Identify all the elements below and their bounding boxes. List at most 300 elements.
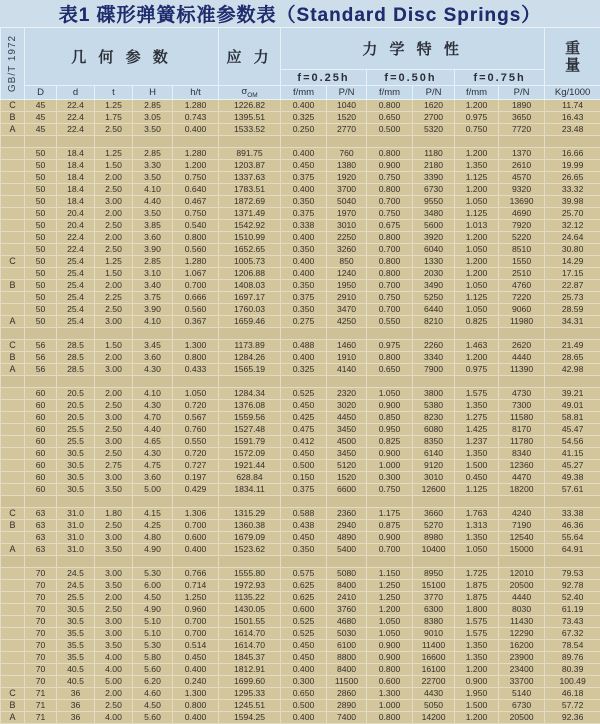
value-cell: 0.412: [281, 436, 327, 448]
value-cell: 0.350: [281, 196, 327, 208]
value-cell: [455, 556, 499, 568]
value-cell: 4440: [499, 592, 545, 604]
value-cell: 2890: [327, 700, 367, 712]
value-cell: 3.40: [133, 280, 173, 292]
value-cell: 2.50: [95, 400, 133, 412]
value-cell: [499, 328, 545, 340]
column-header: f/mm: [455, 86, 499, 100]
value-cell: [25, 136, 57, 148]
value-cell: 2700: [413, 112, 455, 124]
value-cell: 0.488: [281, 340, 327, 352]
value-cell: 2940: [327, 520, 367, 532]
value-cell: 3.05: [133, 112, 173, 124]
value-cell: 0.375: [281, 484, 327, 496]
value-cell: 1659.46: [219, 316, 281, 328]
value-cell: 46.36: [545, 520, 600, 532]
separator-row: [1, 496, 600, 508]
value-cell: 49.38: [545, 472, 600, 484]
value-cell: 56: [25, 352, 57, 364]
value-cell: 18.4: [57, 196, 95, 208]
value-cell: 25.5: [57, 592, 95, 604]
value-cell: 2.50: [95, 124, 133, 136]
value-cell: 3.10: [133, 268, 173, 280]
value-cell: [545, 556, 600, 568]
value-cell: 73.43: [545, 616, 600, 628]
value-cell: 35.5: [57, 628, 95, 640]
value-cell: 7900: [413, 364, 455, 376]
value-cell: 0.750: [173, 208, 219, 220]
value-cell: 6440: [413, 304, 455, 316]
value-cell: 3.45: [133, 340, 173, 352]
value-cell: [57, 496, 95, 508]
value-cell: 9010: [413, 628, 455, 640]
value-cell: 8950: [413, 568, 455, 580]
value-cell: 5.30: [133, 640, 173, 652]
value-cell: 0.800: [173, 232, 219, 244]
series-letter-cell: [1, 244, 25, 256]
value-cell: 0.825: [455, 316, 499, 328]
value-cell: 5080: [327, 568, 367, 580]
value-cell: 0.450: [281, 448, 327, 460]
value-cell: 7190: [499, 520, 545, 532]
value-cell: 0.433: [173, 364, 219, 376]
value-cell: 1.313: [455, 520, 499, 532]
value-cell: 0.400: [173, 664, 219, 676]
value-cell: 8210: [413, 316, 455, 328]
value-cell: 2.00: [95, 208, 133, 220]
weight-char-1: 重: [545, 40, 600, 57]
value-cell: 1206.88: [219, 268, 281, 280]
value-cell: 22700: [413, 676, 455, 688]
value-cell: 1295.33: [219, 688, 281, 700]
series-letter-cell: [1, 664, 25, 676]
value-cell: 1376.08: [219, 400, 281, 412]
value-cell: 1523.62: [219, 544, 281, 556]
value-cell: 40.5: [57, 676, 95, 688]
value-cell: 1.80: [95, 508, 133, 520]
column-header: H: [133, 86, 173, 100]
value-cell: 3020: [327, 400, 367, 412]
value-cell: 7400: [327, 712, 367, 724]
value-cell: 33.38: [545, 508, 600, 520]
value-cell: 0.367: [173, 316, 219, 328]
value-cell: 1.800: [455, 604, 499, 616]
table-row: [1, 208, 600, 220]
value-cell: 760: [327, 148, 367, 160]
value-cell: 1.050: [455, 280, 499, 292]
value-cell: 16200: [499, 640, 545, 652]
value-cell: 4.30: [133, 448, 173, 460]
value-cell: 45: [25, 100, 57, 112]
value-cell: 0.700: [173, 280, 219, 292]
value-cell: [281, 496, 327, 508]
value-cell: 50: [25, 196, 57, 208]
value-cell: 0.575: [281, 568, 327, 580]
table-row: [1, 340, 600, 352]
table-row: [1, 172, 600, 184]
value-cell: 1950: [327, 280, 367, 292]
value-cell: 0.750: [367, 484, 413, 496]
value-cell: 0.540: [173, 220, 219, 232]
value-cell: 1.013: [455, 220, 499, 232]
value-cell: 1.280: [173, 148, 219, 160]
value-cell: 50: [25, 244, 57, 256]
value-cell: [281, 376, 327, 388]
table-row: [1, 628, 600, 640]
column-header: d: [57, 86, 95, 100]
value-cell: 1.200: [367, 604, 413, 616]
value-cell: 1040: [327, 100, 367, 112]
value-cell: 4760: [499, 280, 545, 292]
value-cell: 1555.80: [219, 568, 281, 580]
value-cell: 63: [25, 508, 57, 520]
series-letter-cell: B: [1, 700, 25, 712]
value-cell: 63: [25, 532, 57, 544]
value-cell: 1533.52: [219, 124, 281, 136]
value-cell: 1520: [327, 472, 367, 484]
value-cell: 1.350: [455, 652, 499, 664]
value-cell: 15000: [499, 544, 545, 556]
table-row: [1, 244, 600, 256]
value-cell: 21.49: [545, 340, 600, 352]
value-cell: 50: [25, 268, 57, 280]
value-cell: 891.75: [219, 148, 281, 160]
table-row: [1, 184, 600, 196]
value-cell: 1284.34: [219, 388, 281, 400]
value-cell: 2.00: [95, 592, 133, 604]
value-cell: 64.91: [545, 544, 600, 556]
value-cell: 12010: [499, 568, 545, 580]
value-cell: 3.00: [95, 436, 133, 448]
value-cell: 2.50: [95, 424, 133, 436]
value-cell: 0.500: [367, 124, 413, 136]
value-cell: 4890: [327, 532, 367, 544]
value-cell: 12290: [499, 628, 545, 640]
value-cell: 0.250: [281, 124, 327, 136]
value-cell: 1370: [499, 148, 545, 160]
value-cell: 20.5: [57, 400, 95, 412]
value-cell: 25.4: [57, 304, 95, 316]
value-cell: 3.50: [95, 640, 133, 652]
value-cell: 20.4: [57, 208, 95, 220]
value-cell: 0.500: [281, 460, 327, 472]
value-cell: 3770: [413, 592, 455, 604]
value-cell: 3340: [413, 352, 455, 364]
value-cell: 25.4: [57, 316, 95, 328]
value-cell: 0.975: [455, 364, 499, 376]
value-cell: 0.300: [281, 676, 327, 688]
series-letter-cell: [1, 268, 25, 280]
value-cell: 4.40: [133, 424, 173, 436]
value-cell: 0.900: [367, 448, 413, 460]
value-cell: 1.200: [455, 184, 499, 196]
value-cell: 3.75: [133, 292, 173, 304]
table-row: [1, 664, 600, 676]
value-cell: 0.400: [281, 352, 327, 364]
value-cell: 33.32: [545, 184, 600, 196]
value-cell: 0.588: [281, 508, 327, 520]
value-cell: 22.4: [57, 124, 95, 136]
value-cell: 60: [25, 460, 57, 472]
table-row: [1, 388, 600, 400]
value-cell: 1.150: [367, 568, 413, 580]
value-cell: 850: [327, 256, 367, 268]
column-header: $\sigma_{OM}$: [219, 86, 281, 100]
value-cell: 2.85: [133, 256, 173, 268]
value-cell: 1.425: [455, 424, 499, 436]
value-cell: [413, 376, 455, 388]
value-cell: 3.00: [95, 196, 133, 208]
value-cell: 0.325: [281, 364, 327, 376]
value-cell: 0.450: [173, 652, 219, 664]
value-cell: 0.800: [173, 700, 219, 712]
table-row: [1, 364, 600, 376]
value-cell: 3.50: [133, 124, 173, 136]
value-cell: 3450: [327, 424, 367, 436]
value-cell: [499, 496, 545, 508]
value-cell: [173, 376, 219, 388]
value-cell: 0.850: [367, 412, 413, 424]
value-cell: 42.98: [545, 364, 600, 376]
value-cell: [219, 136, 281, 148]
value-cell: 0.375: [281, 172, 327, 184]
value-cell: 1.200: [455, 256, 499, 268]
value-cell: [455, 496, 499, 508]
value-cell: [133, 556, 173, 568]
value-cell: 1.125: [455, 172, 499, 184]
series-letter-cell: [1, 208, 25, 220]
value-cell: 5220: [499, 232, 545, 244]
value-cell: 1.237: [455, 436, 499, 448]
value-cell: 0.438: [281, 520, 327, 532]
value-cell: 0.275: [281, 316, 327, 328]
value-cell: 57.72: [545, 700, 600, 712]
value-cell: 0.825: [367, 436, 413, 448]
value-cell: 4250: [327, 316, 367, 328]
value-cell: 13690: [499, 196, 545, 208]
value-cell: 1614.70: [219, 640, 281, 652]
value-cell: 4.80: [133, 532, 173, 544]
value-cell: 0.560: [173, 304, 219, 316]
value-cell: 1920: [327, 172, 367, 184]
value-cell: 0.900: [367, 532, 413, 544]
value-cell: 1.275: [455, 412, 499, 424]
value-cell: [281, 136, 327, 148]
value-cell: 52.40: [545, 592, 600, 604]
series-letter-cell: [1, 616, 25, 628]
table-row: [1, 292, 600, 304]
value-cell: 1240: [327, 268, 367, 280]
value-cell: 1527.48: [219, 424, 281, 436]
value-cell: 8230: [413, 412, 455, 424]
series-letter-cell: B: [1, 520, 25, 532]
value-cell: 0.800: [367, 232, 413, 244]
value-cell: [327, 376, 367, 388]
mechanical-header: 力 学 特 性: [281, 28, 545, 70]
value-cell: 4.65: [133, 436, 173, 448]
value-cell: 1.067: [173, 268, 219, 280]
value-cell: 1.25: [95, 148, 133, 160]
value-cell: 0.625: [281, 592, 327, 604]
value-cell: 4.15: [133, 508, 173, 520]
value-cell: 17.15: [545, 268, 600, 280]
value-cell: 0.400: [173, 712, 219, 724]
value-cell: 3260: [327, 244, 367, 256]
value-cell: 1.500: [455, 460, 499, 472]
value-cell: 7300: [499, 400, 545, 412]
value-cell: 2.75: [95, 460, 133, 472]
value-cell: [173, 496, 219, 508]
value-cell: [413, 136, 455, 148]
value-cell: [367, 328, 413, 340]
column-header: P/N: [499, 86, 545, 100]
value-cell: 6140: [413, 448, 455, 460]
value-cell: 36: [57, 688, 95, 700]
value-cell: 60: [25, 436, 57, 448]
value-cell: [95, 496, 133, 508]
value-cell: 0.743: [173, 112, 219, 124]
weight-header: [545, 28, 600, 86]
value-cell: 1.050: [367, 628, 413, 640]
value-cell: 16.66: [545, 148, 600, 160]
value-cell: 3.50: [133, 208, 173, 220]
value-cell: 2.85: [133, 148, 173, 160]
value-cell: 58.81: [545, 412, 600, 424]
value-cell: 1.200: [455, 664, 499, 676]
value-cell: 1.350: [455, 160, 499, 172]
value-cell: 1614.70: [219, 628, 281, 640]
value-cell: 0.960: [173, 604, 219, 616]
value-cell: 1.725: [455, 568, 499, 580]
deflection-050h-header: f=0.50h: [367, 70, 455, 86]
value-cell: 56: [25, 340, 57, 352]
value-cell: 0.325: [281, 112, 327, 124]
value-cell: 1380: [327, 160, 367, 172]
series-letter-cell: [1, 580, 25, 592]
value-cell: 57.61: [545, 484, 600, 496]
value-cell: 70: [25, 580, 57, 592]
series-letter-cell: C: [1, 340, 25, 352]
value-cell: 6.20: [133, 676, 173, 688]
value-cell: 0.400: [173, 124, 219, 136]
value-cell: 0.700: [173, 616, 219, 628]
value-cell: 0.750: [455, 124, 499, 136]
value-cell: 30.5: [57, 460, 95, 472]
series-letter-cell: [1, 484, 25, 496]
value-cell: 30.5: [57, 604, 95, 616]
value-cell: 1.25: [95, 256, 133, 268]
value-cell: 3760: [327, 604, 367, 616]
value-cell: 5120: [327, 460, 367, 472]
value-cell: 1.175: [367, 508, 413, 520]
series-letter-cell: [1, 448, 25, 460]
value-cell: 24.5: [57, 580, 95, 592]
series-letter-cell: B: [1, 112, 25, 124]
value-cell: 3.50: [95, 484, 133, 496]
value-cell: [219, 496, 281, 508]
value-cell: 50: [25, 172, 57, 184]
value-cell: 1620: [413, 100, 455, 112]
value-cell: 1.050: [455, 304, 499, 316]
value-cell: 50: [25, 160, 57, 172]
value-cell: 0.800: [367, 184, 413, 196]
value-cell: 0.425: [281, 412, 327, 424]
table-row: [1, 592, 600, 604]
value-cell: 4.10: [133, 388, 173, 400]
value-cell: 22.87: [545, 280, 600, 292]
value-cell: 31.0: [57, 520, 95, 532]
table-row: [1, 100, 600, 112]
value-cell: 60: [25, 388, 57, 400]
value-cell: 3700: [327, 184, 367, 196]
value-cell: 39.21: [545, 388, 600, 400]
value-cell: 24.5: [57, 568, 95, 580]
value-cell: 8980: [413, 532, 455, 544]
value-cell: 0.750: [367, 172, 413, 184]
value-cell: 1.280: [173, 256, 219, 268]
table-row: [1, 232, 600, 244]
value-cell: 8380: [413, 616, 455, 628]
value-cell: 11580: [499, 412, 545, 424]
value-cell: 8400: [327, 580, 367, 592]
series-letter-cell: [1, 424, 25, 436]
value-cell: 6300: [413, 604, 455, 616]
value-cell: 0.400: [281, 148, 327, 160]
value-cell: [219, 376, 281, 388]
value-cell: 11500: [327, 676, 367, 688]
value-cell: [413, 556, 455, 568]
value-cell: 0.700: [173, 628, 219, 640]
value-cell: 4440: [499, 352, 545, 364]
value-cell: 2250: [327, 232, 367, 244]
value-cell: 0.640: [173, 184, 219, 196]
value-cell: 5030: [327, 628, 367, 640]
series-letter-cell: C: [1, 100, 25, 112]
value-cell: 11430: [499, 616, 545, 628]
value-cell: 50: [25, 256, 57, 268]
value-cell: 0.800: [367, 664, 413, 676]
value-cell: 3.50: [95, 580, 133, 592]
value-cell: 18.4: [57, 148, 95, 160]
value-cell: 30.80: [545, 244, 600, 256]
value-cell: 0.150: [281, 472, 327, 484]
value-cell: 71: [25, 712, 57, 724]
value-cell: 3.00: [95, 316, 133, 328]
value-cell: 0.300: [367, 472, 413, 484]
value-cell: 1.350: [455, 400, 499, 412]
series-letter-cell: [1, 472, 25, 484]
value-cell: 18.4: [57, 184, 95, 196]
value-cell: 0.650: [367, 364, 413, 376]
series-letter-cell: [1, 400, 25, 412]
value-cell: 12600: [413, 484, 455, 496]
value-cell: [367, 496, 413, 508]
value-cell: 20500: [499, 712, 545, 724]
value-cell: 92.78: [545, 580, 600, 592]
separator-row: [1, 136, 600, 148]
value-cell: 0.240: [173, 676, 219, 688]
value-cell: [95, 136, 133, 148]
value-cell: 628.84: [219, 472, 281, 484]
value-cell: 9320: [499, 184, 545, 196]
value-cell: 6080: [413, 424, 455, 436]
table-row: [1, 568, 600, 580]
value-cell: 1697.17: [219, 292, 281, 304]
value-cell: 1284.26: [219, 352, 281, 364]
column-header-row: [1, 86, 600, 100]
page-title: 表1 碟形弹簧标准参数表（Standard Disc Springs）: [0, 0, 600, 27]
value-cell: 1.300: [173, 688, 219, 700]
